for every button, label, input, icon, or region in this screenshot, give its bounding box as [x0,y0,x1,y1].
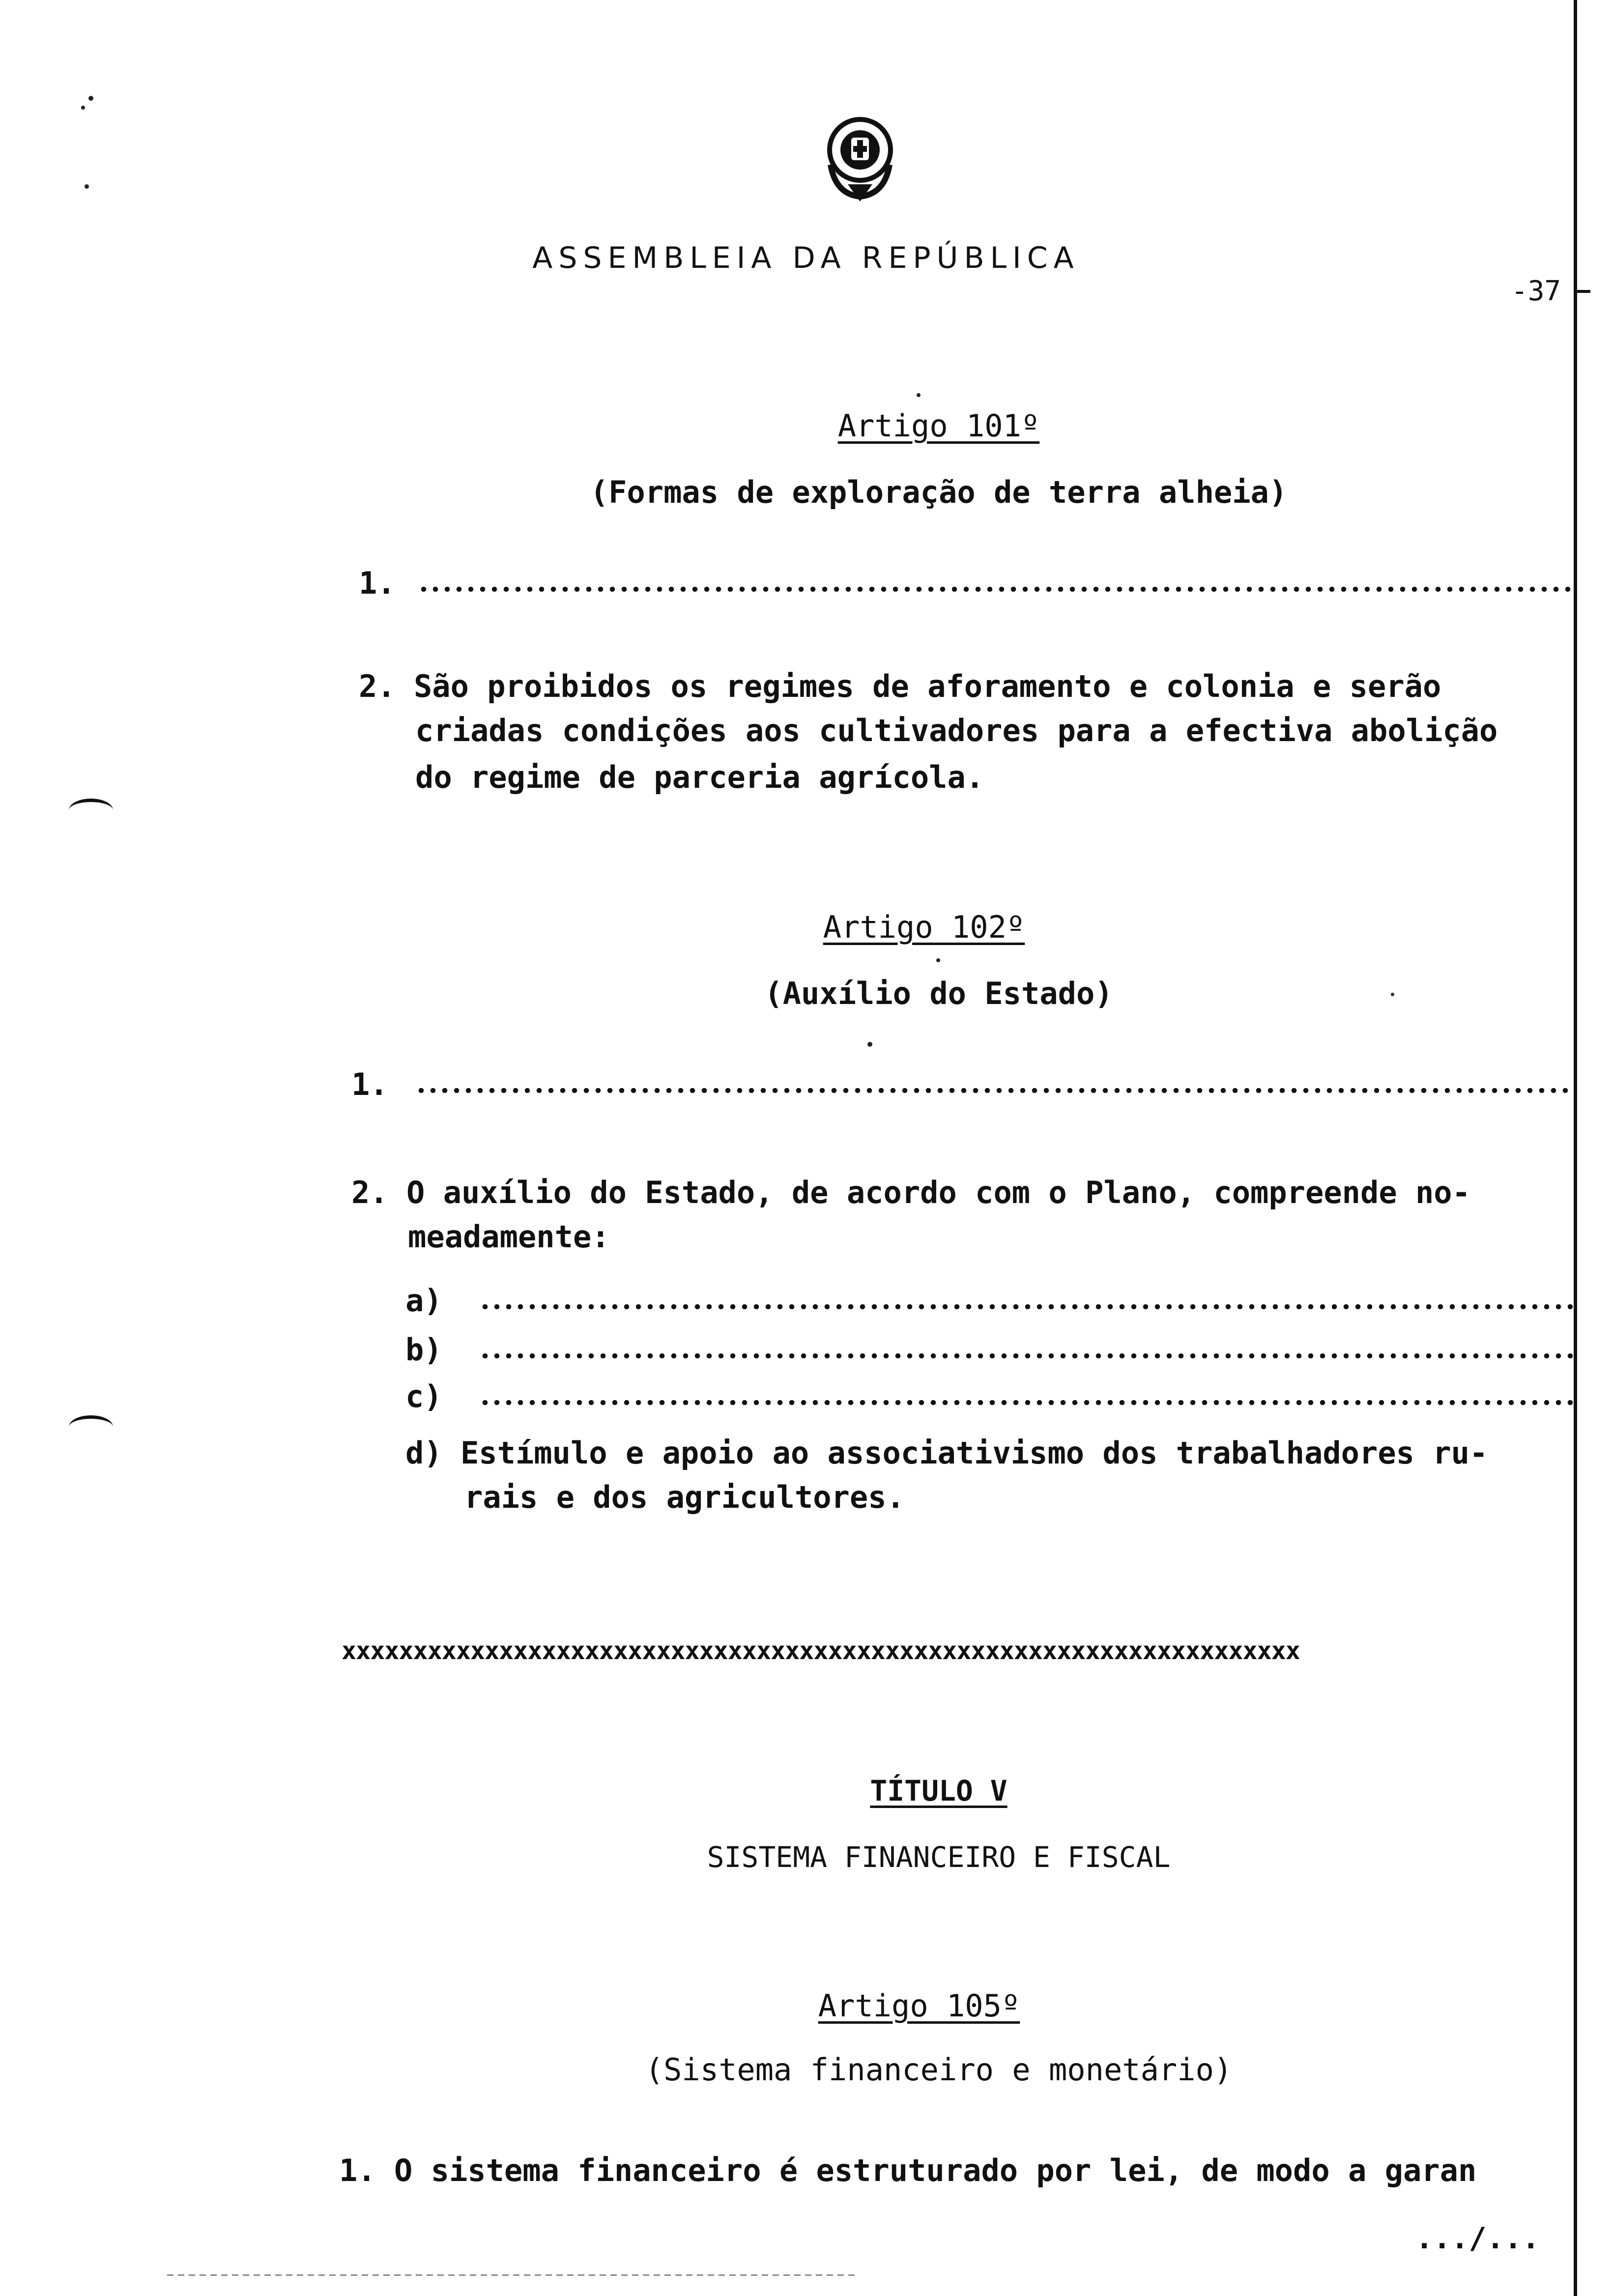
ellipsis-dots [479,1400,1573,1405]
subitem-b-elided [405,1332,1573,1368]
continuation-marker: .../... [1415,2221,1540,2256]
coat-of-arms-emblem [821,111,899,204]
subitem-d-line: rais e dos agricultores. [464,1479,905,1515]
article-101-item-2-line: criadas condições aos cultivadores para a efectiva abolição [415,713,1498,748]
scan-speck [88,96,93,101]
article-101-item-2-line: 2. São proibidos os regimes de aforamento e colonia e serão [359,668,1441,704]
subitem-letter: c) [405,1378,442,1414]
article-102-item-2-line: meadamente: [408,1219,610,1255]
item-number: 1. [351,1066,388,1102]
article-102-item-2-line: 2. O auxílio do Estado, de acordo com o Plano, compreende no- [351,1175,1470,1210]
ellipsis-dots [418,587,1573,592]
ellipsis-dots [479,1304,1573,1309]
scan-speck [81,106,85,110]
article-105-item-1-line: 1. O sistema financeiro é estruturado por lei, de modo a garan [339,2152,1477,2188]
article-101-subtitle: (Formas de exploração de terra alheia) [590,474,1288,510]
subitem-a-elided [405,1283,1573,1319]
punch-hole-mark [69,1415,113,1438]
subitem-letter: b) [405,1332,442,1368]
scan-edge-noise [167,2274,855,2276]
scan-speck [867,1042,872,1047]
margin-rule [1574,0,1577,2296]
article-102-title: Artigo 102º [823,909,1025,945]
subitem-letter: a) [405,1283,442,1319]
scan-speck [917,393,921,397]
subitem-d-line: d) Estímulo e apoio ao associativismo dos trabalhadores ru- [405,1435,1488,1471]
title-name: SISTEMA FINANCEIRO E FISCAL [707,1840,1171,1874]
ellipsis-dots [479,1353,1573,1358]
article-102-subtitle: (Auxílio do Estado) [764,976,1113,1011]
margin-tick [1574,290,1590,293]
article-105-subtitle: (Sistema financeiro e monetário) [645,2052,1233,2088]
article-101-item-2-line: do regime de parceria agrícola. [415,759,984,795]
subitem-c-elided [405,1378,1573,1414]
page-number: -37 [1511,275,1561,307]
scan-speck [936,958,940,962]
article-105-title: Artigo 105º [818,1988,1020,2024]
punch-hole-mark [69,799,113,822]
title-heading: TÍTULO V [870,1774,1008,1808]
article-101-title: Artigo 101º [837,408,1040,444]
scan-speck [85,184,89,189]
ellipsis-dots [415,1088,1573,1093]
article-101-item-1-elided [359,565,1573,601]
item-number: 1. [359,565,396,601]
institution-header: ASSEMBLEIA DA REPÚBLICA [532,241,1080,275]
article-102-item-1-elided [351,1066,1573,1102]
section-separator: xxxxxxxxxxxxxxxxxxxxxxxxxxxxxxxxxxxxxxxxxxxxxxxxxxxxxxxxxxxxxxxxxxx [342,1636,1300,1665]
